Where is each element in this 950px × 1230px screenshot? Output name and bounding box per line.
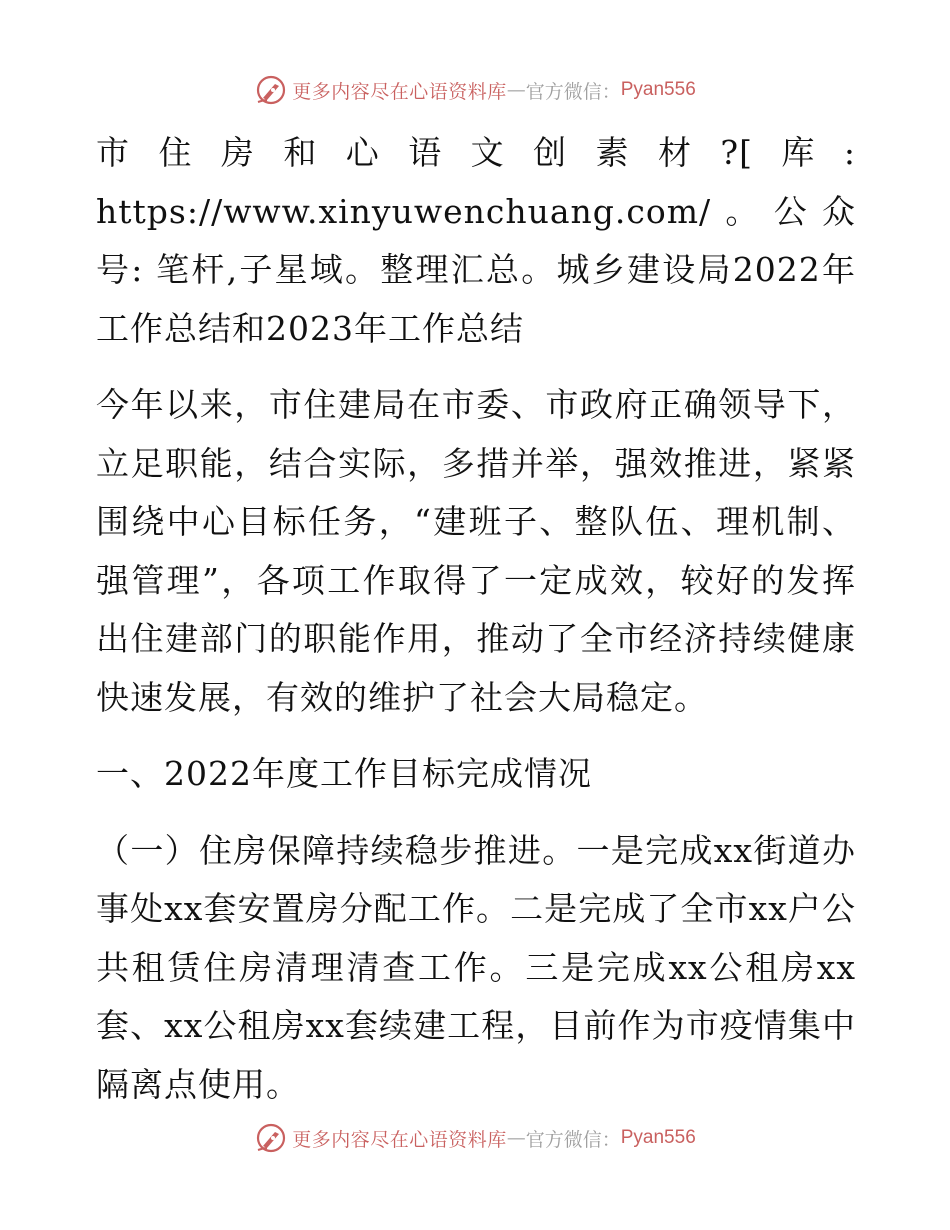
banner-separator: — xyxy=(506,1127,526,1149)
document-body xyxy=(96,124,856,1114)
pen-nib-circle-logo xyxy=(254,1121,288,1155)
official-wechat-label: 官方微信： xyxy=(525,1128,621,1151)
promo-text: 更多内容尽在心语资料库 xyxy=(292,80,507,103)
footer-banner xyxy=(0,1118,950,1158)
pen-nib-circle-logo xyxy=(254,73,288,107)
wechat-id: Pyan556 xyxy=(620,79,696,100)
header-banner xyxy=(0,70,950,110)
paragraph-housing: （一）住房保障持续稳步推进。一是完成xx街道办事处xx套安置房分配工作。二是完成了全市xx户公共租赁住房清理清查工作。三是完成xx公租房xx套、xx公租房xx套续建工程，目前作为市疫情集中隔离点使用。 xyxy=(96,830,856,1104)
official-wechat-label: 官方微信： xyxy=(525,80,621,103)
banner-separator: — xyxy=(506,79,526,101)
wechat-id: Pyan556 xyxy=(620,1127,696,1148)
paragraph-overview: 今年以来，市住建局在市委、市政府正确领导下，立足职能，结合实际，多措并举，强效推进，紧紧围绕中心目标任务，“建班子、整队伍、理机制、强管理”，各项工作取得了一定成效，较好的发挥出住建部门的职能作用，推动了全市经济持续健康快速发展，有效的维护了社会大局稳定。 xyxy=(96,385,856,717)
paragraph-intro: 市住房和心语文创素材?[库: https://www.xinyuwenchuang.com/。公众号: 笔杆,子星域。整理汇总。城乡建设局2022年工作总结和2023年工作总结 xyxy=(96,133,856,348)
promo-text: 更多内容尽在心语资料库 xyxy=(292,1128,507,1151)
section-heading: 一、2022年度工作目标完成情况 xyxy=(96,754,592,793)
